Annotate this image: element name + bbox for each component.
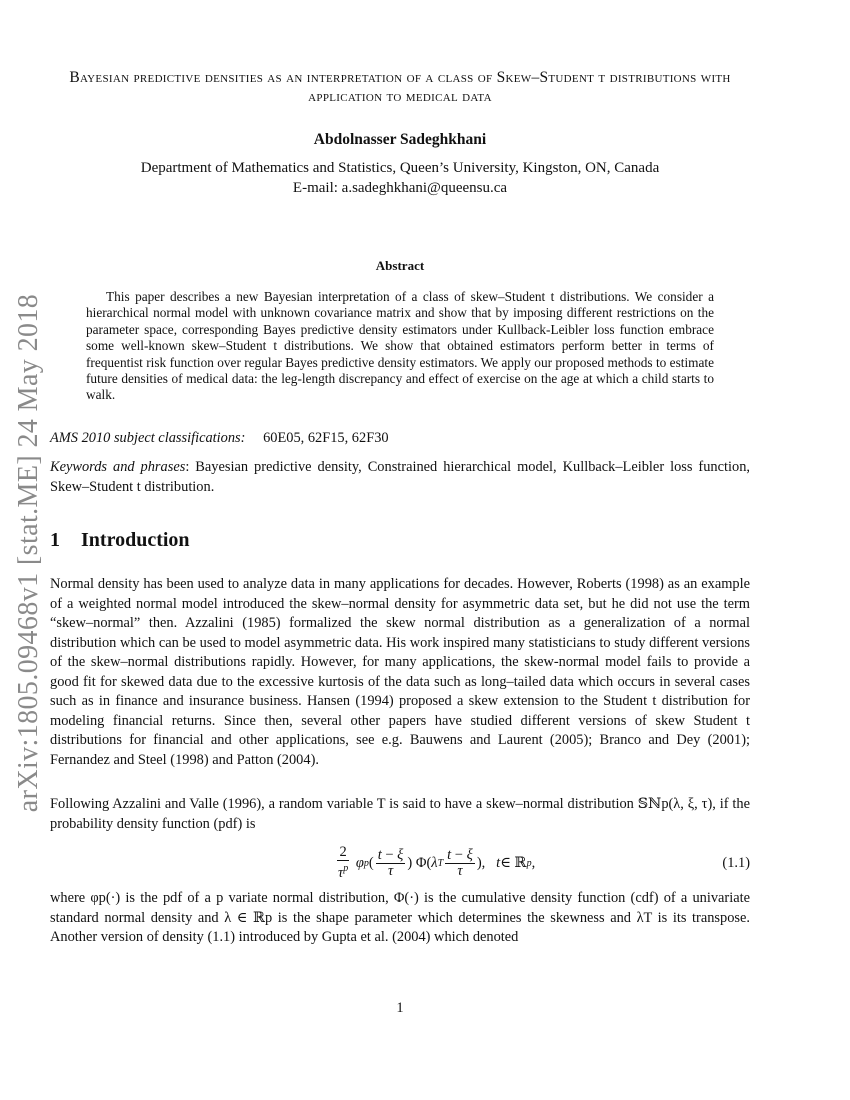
equation-1-1 bbox=[50, 846, 750, 880]
page-number: 1 bbox=[396, 1000, 404, 1016]
ams-codes: 60E05, 62F15, 62F30 bbox=[263, 430, 389, 446]
affiliation: Department of Mathematics and Statistics, Queen’s University, Kingston, ON, Canada bbox=[140, 160, 660, 176]
intro-paragraph-1: Normal density has been used to analyze data in many applications for decades. However, Roberts (1998) as an example of a weighted normal model introduced the skew–normal density for asymmetric data set, but he did not use the term “skew–normal” then. Azzalini (1985) formalized the skew normal distribution as a generalization of a normal distribution which can be used to model asymmetric data. His work inspired many statisticians to study different versions of the skew–normal distributions rapidly. However, for many applications, the skew-normal model fails to provide a good fit for skewed data due to the excessive kurtosis of the data such as long–tailed data which occurs in several cases such as in finance and insurance business. Hansen (1994) proposed a skew extension to the Student t distribution for modeling financial returns. Since then, several other papers have studied different versions of skew Student t distributions for financial and other applications, see e.g. Bauwens and Laurent (2005); Branco and Dey (2001); Fernandez and Steel (1998) and Patton (2004). bbox=[50, 576, 750, 768]
ams-label: AMS 2010 subject classifications: bbox=[50, 430, 246, 446]
intro-paragraph-2: Following Azzalini and Valle (1996), a random variable T is said to have a skew–normal distribution 𝕊ℕp(λ, ξ, τ), if the probability density function (pdf) is bbox=[50, 796, 750, 832]
ams-classification bbox=[50, 430, 750, 447]
paper-title: Bayesian predictive densities as an interpretation of a class of Skew–Student t distributions with application to medical data bbox=[69, 69, 731, 105]
arxiv-side-stamp bbox=[14, 283, 44, 823]
section-number: 1 bbox=[50, 529, 60, 551]
equation-number: (1.1) bbox=[722, 855, 750, 871]
abstract-text: This paper describes a new Bayesian interpretation of a class of skew–Student t distributions. We consider a hierarchical normal model with unknown covariance matrix and show that by imposing different restrictions on the parameter space, corresponding Bayes predictive density estimators under Kullback-Leibler loss function embrace some well-known skew–Student t distributions. We show that obtained estimators perform better in terms of frequentist risk function over regular Bayes predictive density estimators. We apply our proposed methods to estimate future densities of medical data: the leg-length discrepancy and effect of exercise on the age at which a child starts to walk. bbox=[86, 289, 714, 403]
abstract-heading: Abstract bbox=[375, 258, 425, 273]
keywords-label: Keywords and phrases bbox=[50, 459, 186, 475]
intro-paragraph-3: where φp(·) is the pdf of a p variate normal distribution, Φ(·) is the cumulative density function (cdf) of a univariate standard normal density and λ ∈ ℝp is the shape parameter which determines the skewness and λT is its transpose. Another version of density (1.1) introduced by Gupta et al. (2004) which denoted bbox=[50, 890, 750, 946]
equation-body: $\frac{2}{\tau^p}$ φ p ( $\frac{t - \xi}{\tau}$ ) Φ( λ T $\frac{t - \xi}{\tau}$ ), t ∈ ℝ p , bbox=[338, 844, 536, 881]
section-heading bbox=[50, 529, 190, 552]
affiliation-block bbox=[50, 159, 750, 198]
author-name: Abdolnasser Sadeghkhani bbox=[313, 131, 487, 148]
author-email[interactable]: E-mail: a.sadeghkhani@queensu.ca bbox=[292, 179, 508, 196]
arxiv-id: arXiv:1805.09468v1 [stat.ME] 24 May 2018 bbox=[13, 293, 45, 813]
keywords bbox=[50, 458, 750, 497]
section-title: Introduction bbox=[81, 529, 190, 551]
keywords-text: : Bayesian predictive density, Constrained hierarchical model, Kullback–Leibler loss function, Skew–Student t distribution. bbox=[50, 459, 750, 495]
